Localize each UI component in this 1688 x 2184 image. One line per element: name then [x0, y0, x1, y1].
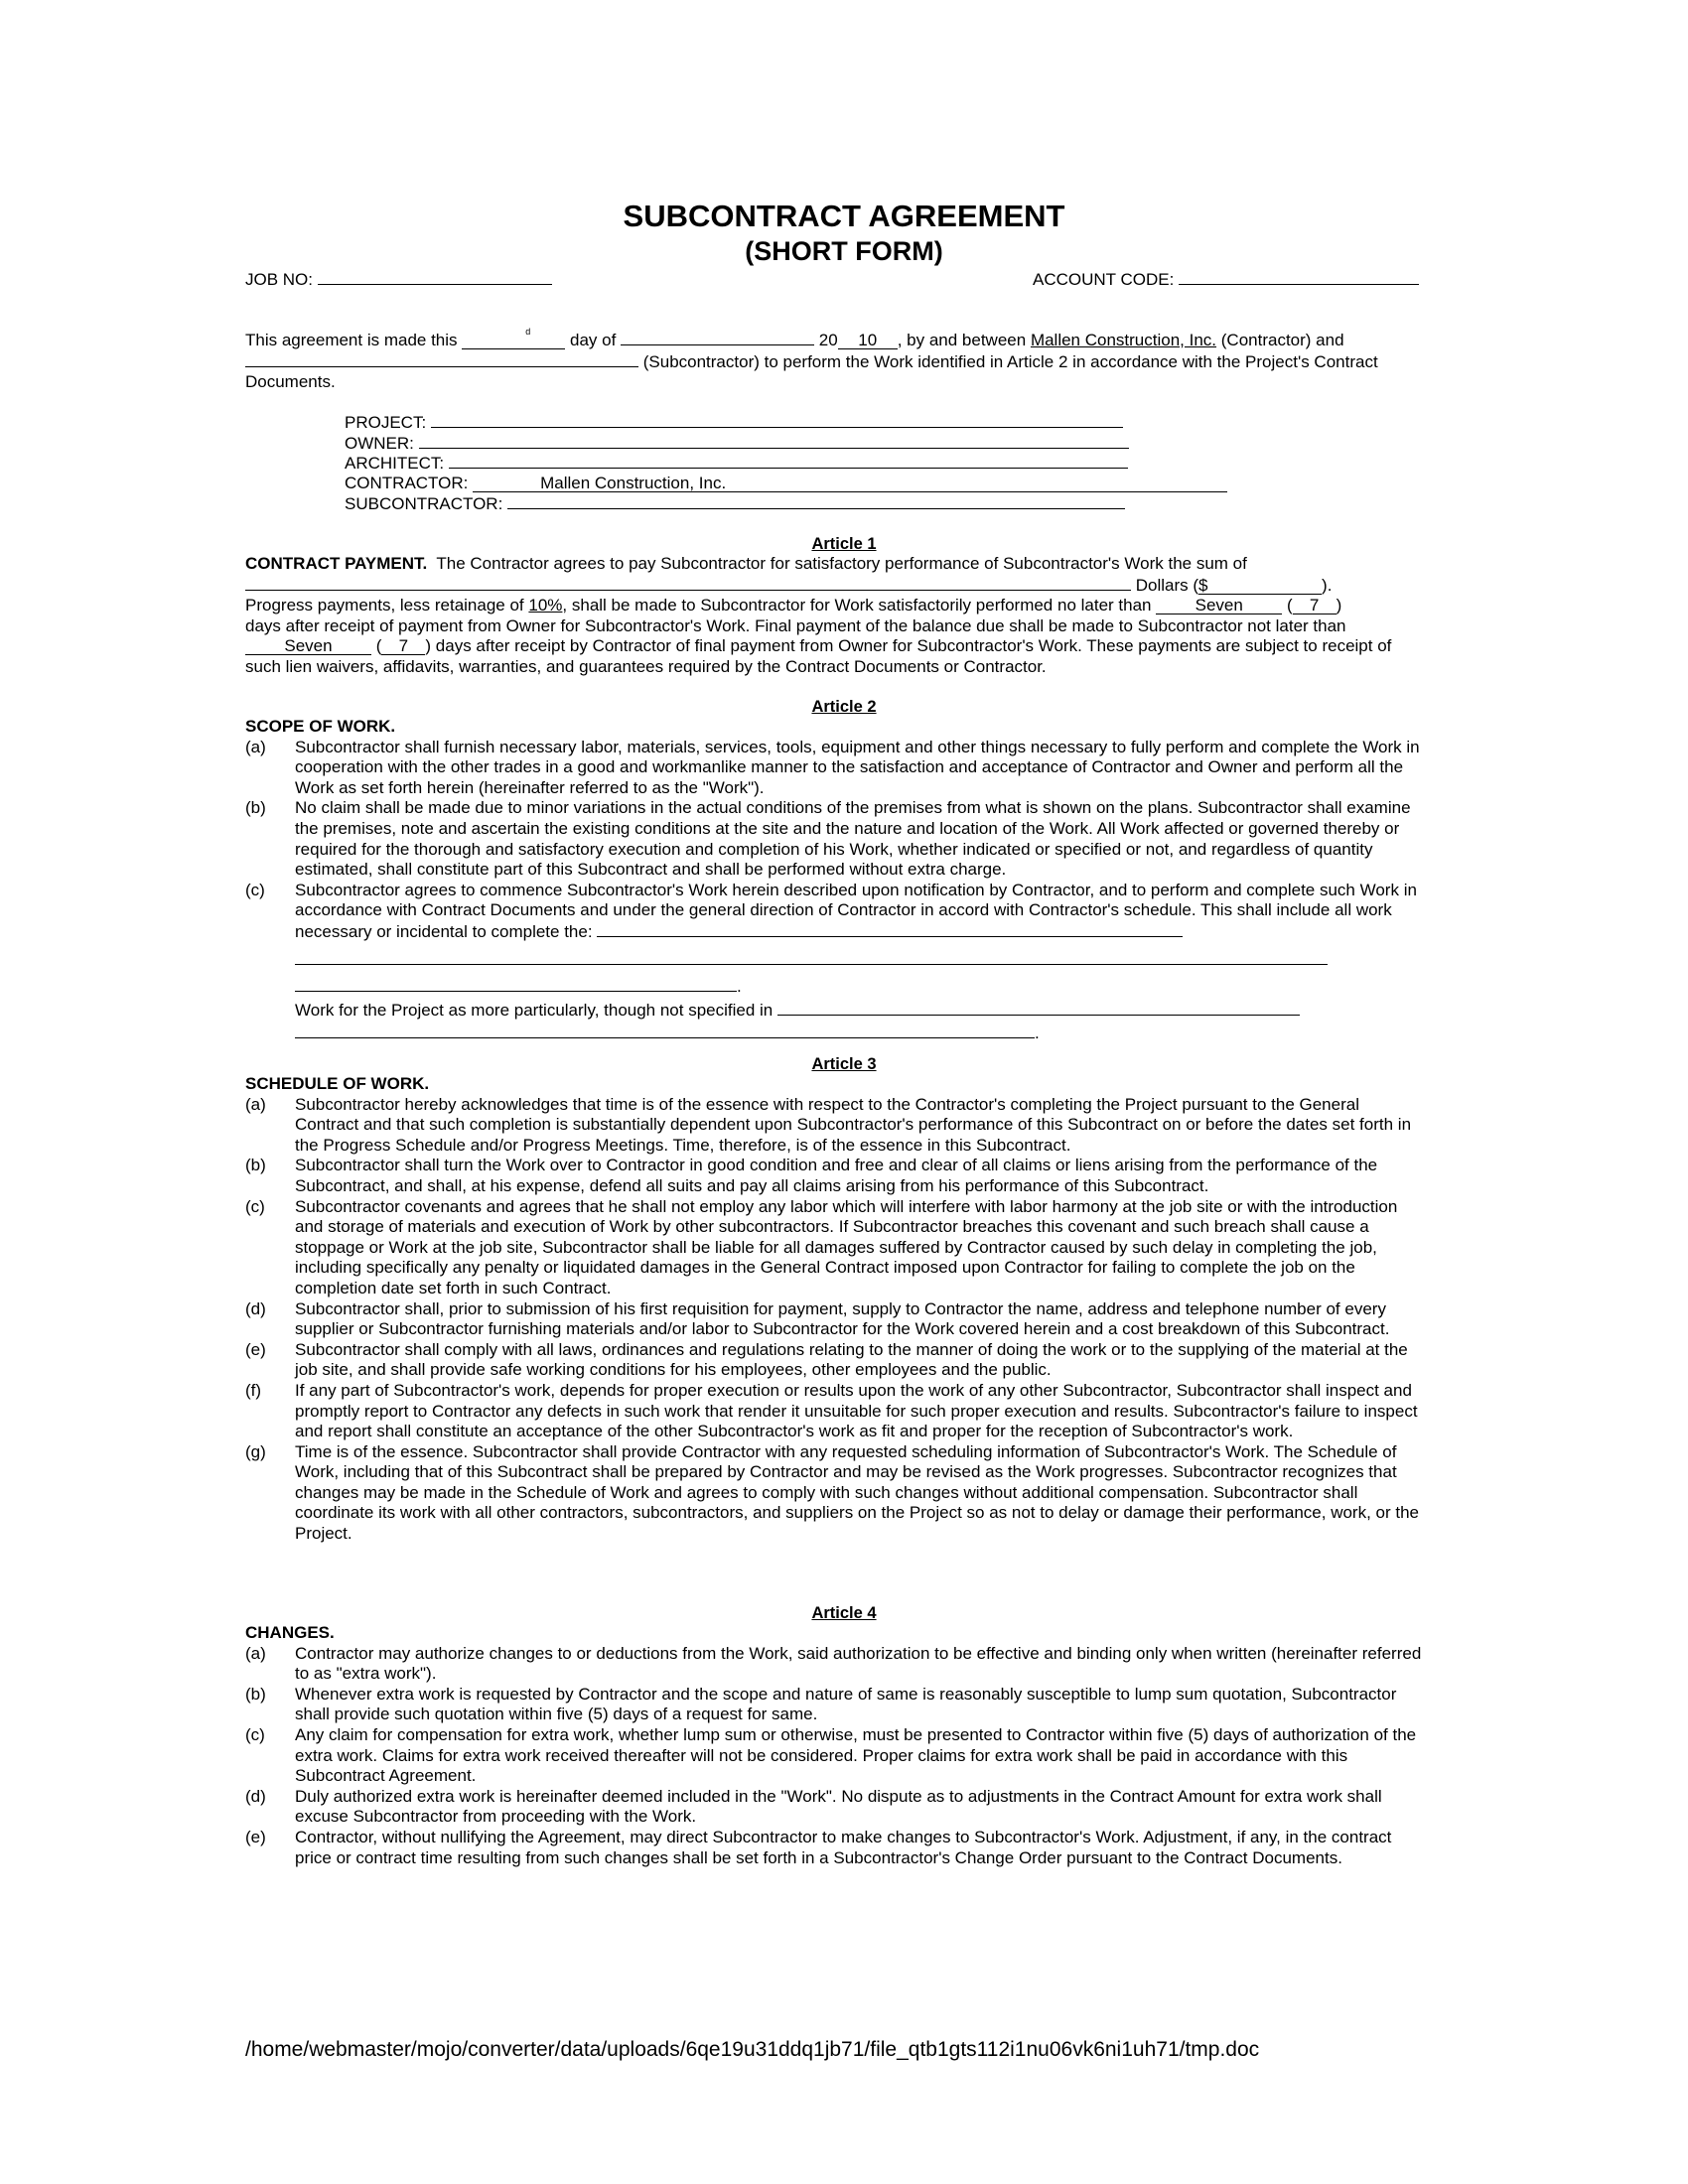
contractor-value: Mallen Construction, Inc.: [540, 473, 727, 492]
article-3-body: [245, 1074, 1427, 1545]
article-1-heading: CONTRACT PAYMENT.: [245, 554, 428, 573]
item-label: (g): [245, 1441, 266, 1461]
item-text: No claim shall be made due to minor variations in the actual conditions of the premises from what is shown on the plans. Subcontractor shall examine the premises, note and ascertain the existing conditions at the site and the nature and location of the Work. All Work affected or governed thereby or required for the thorough and satisfactory execution and completion of his Work, whether indicated or specified or not, and regardless of quantity estimated, shall constitute part of this Subcontract and shall be performed without extra charge.: [295, 798, 1411, 880]
item-label: (a): [245, 1643, 266, 1663]
scope-field-line[interactable]: [295, 949, 1328, 965]
item-text: Duly authorized extra work is hereinafter deemed included in the "Work". No dispute as to adjustments in the Contract Amount for extra work shall excuse Subcontractor from proceeding with the Work.: [295, 1786, 1382, 1827]
item-text: Time is of the essence. Subcontractor shall provide Contractor with any requested scheduling information of Subcontractor's Work. The Schedule of Work, including that of this Subcontract shall be prepared by Contractor and may be revised as the Work progresses. Subcontractor recognizes that changes may be made in the Schedule of Work and agrees to comply with such changes without additional compensation. Subcontractor shall coordinate its work with all other contractors, subcontractors, and suppliers on the Project so as not to delay or damage their performance, work, or the Project.: [295, 1441, 1420, 1544]
intro-text: 20: [818, 331, 838, 349]
item-text: Subcontractor shall, prior to submission of his first requisition for payment, supply to Contractor the name, address and telephone number of every supplier or Subcontractor furnishing materials and/or labor to Subcontractor for the Work covered herein and a cost breakdown of this Subcontract.: [295, 1298, 1390, 1339]
article-2-body: [245, 717, 1427, 1044]
item-label: (b): [245, 1156, 266, 1175]
item-label: (b): [245, 798, 266, 818]
specified-in-field[interactable]: [777, 1000, 1300, 1016]
item-text: Subcontractor shall furnish necessary labor, materials, services, tools, equipment and other things necessary to fully perform and complete the Work in cooperation with the other trades in a good and workmanlike manner to the satisfaction and acceptance of Contractor and Owner and perform all the Work as set forth herein (hereinafter referred to as the "Work").: [295, 737, 1420, 797]
intro-text: Documents.: [245, 372, 336, 392]
intro-text: (Subcontractor) to perform the Work identified in Article 2 in accordance with the Project's Contract: [642, 351, 1378, 371]
item-text: Subcontractor agrees to commence Subcontractor's Work herein described upon notification by Contractor, and to perform and complete such Work in accordance with Contract Documents and under the general direction of Contractor in accord with Contractor's schedule. This shall include all work necessary or incidental to complete the:: [295, 880, 1417, 941]
contractor-field[interactable]: [473, 475, 1227, 492]
owner-field[interactable]: [419, 433, 1129, 449]
contractor-label: CONTRACTOR:: [345, 473, 469, 492]
list-item: [245, 1340, 1427, 1381]
contractor-name: Mallen Construction, Inc.: [1030, 331, 1217, 349]
year-field[interactable]: 10: [838, 332, 898, 349]
intro-text: This agreement is made this: [245, 331, 458, 349]
account-code-label: ACCOUNT CODE:: [1033, 270, 1175, 289]
item-label: (a): [245, 737, 266, 756]
progress-days-words[interactable]: Seven: [1156, 597, 1282, 614]
item-text: Contractor, without nullifying the Agreement, may direct Subcontractor to make changes to Subcontractor's Work. Adjustment, if any, in the contract price or contract time resulting from such changes shall be set forth in a Subcontractor's Change Order pursuant to the Contract Documents.: [295, 1827, 1392, 1867]
item-text: Work for the Project as more particularly, though not specified in: [295, 1000, 774, 1020]
list-item: [245, 1787, 1427, 1828]
article-text: Dollars (: [1135, 575, 1199, 595]
subcontractor-label: SUBCONTRACTOR:: [345, 494, 503, 514]
item-text: If any part of Subcontractor's work, depends for proper execution or results upon the work of any other Subcontractor, Subcontractor shall inspect and promptly report to Contractor any defects in such work that render it unsuitable for such proper execution and results. Subcontractor's failure to inspect and report shall constitute an acceptance of the other Subcontractor's work as fit and proper for the reception of Subcontractor's work.: [295, 1380, 1418, 1441]
item-label: (b): [245, 1684, 266, 1704]
final-days-number[interactable]: 7: [381, 637, 425, 655]
amount-words-field[interactable]: [245, 575, 1131, 591]
item-text: Subcontractor shall comply with all laws, ordinances and regulations relating to the manner of doing the work or to the supplying of the material at the job site, and shall provide safe working conditions for his employees, other employees and the public.: [295, 1339, 1408, 1380]
subcontractor-field[interactable]: [245, 351, 638, 367]
month-field[interactable]: [621, 330, 814, 345]
document-title: SUBCONTRACT AGREEMENT: [623, 199, 1065, 233]
list-item: [245, 1299, 1427, 1340]
list-item: [245, 1381, 1427, 1442]
item-text: Subcontractor hereby acknowledges that time is of the essence with respect to the Contractor's completing the Project pursuant to the General Contract and that such completion is substantially dependent upon Subcontractor's performance of this Subcontract on or before the dates set forth in the Progress Schedule and/or Progress Meetings. Time, therefore, is of the essence in this Subcontract.: [295, 1094, 1412, 1155]
project-field[interactable]: [431, 412, 1123, 428]
article-4-heading: CHANGES.: [245, 1623, 335, 1642]
amount-field[interactable]: [1198, 577, 1322, 595]
article-2-title: Article 2: [811, 698, 877, 716]
article-text: , shall be made to Subcontractor for Work satisfactorily performed no later than: [562, 596, 1152, 615]
item-label: (f): [245, 1380, 262, 1400]
item-text: Subcontractor shall turn the Work over to Contractor in good condition and free and clear of all claims or liens arising from the performance of the Subcontract, and shall, at his expense, defend all suits and pay all claims arising from his performance of this Subcontract.: [295, 1156, 1378, 1195]
progress-days-number[interactable]: 7: [1293, 597, 1336, 614]
list-item: [245, 798, 1427, 880]
architect-field[interactable]: [449, 453, 1128, 469]
document-subtitle: (SHORT FORM): [745, 236, 943, 266]
item-text: Subcontractor covenants and agrees that he shall not employ any labor which will interfere with labor harmony at the job site or with the introduction and storage of materials and execution of Work by other subcontractors. If Subcontractor breaches this covenant and such breach shall cause a stoppage or Work at the job site, Subcontractor shall be liable for all damages suffered by Contractor caused by such delay in completing the job, including specifically any penalty or liquidated damages in the General Contract imposed upon Contractor for failing to complete the job on the completion date set forth in such Contract.: [295, 1196, 1398, 1297]
item-text: Any claim for compensation for extra work, whether lump sum or otherwise, must be presented to Contractor within five (5) days of authorization of the extra work. Claims for extra work received thereafter will not be considered. Proper claims for extra work shall be paid in accordance with this Subcontract Agreement.: [295, 1724, 1417, 1786]
day-field[interactable]: [462, 327, 565, 349]
project-label: PROJECT:: [345, 413, 427, 432]
article-4-title: Article 4: [811, 1604, 877, 1622]
item-text: Contractor may authorize changes to or deductions from the Work, said authorization to be effective and binding only when written (hereinafter referred to as "extra work").: [295, 1643, 1422, 1684]
article-text: ).: [1322, 575, 1333, 595]
article-text: Progress payments, less retainage of: [245, 596, 524, 615]
item-label: (c): [245, 880, 265, 899]
footer-file-path: /home/webmaster/mojo/converter/data/uploads/6qe19u31ddq1jb71/file_qtb1gts112i1nu06vk6ni1uh71/tmp.doc: [245, 2038, 1260, 2061]
day-superscript: d: [525, 327, 531, 337]
intro-text: day of: [570, 331, 617, 349]
list-item: [245, 1644, 1427, 1685]
list-item: [245, 1156, 1427, 1196]
period: .: [737, 977, 742, 997]
list-item: [245, 738, 1427, 799]
subcontractor-party-field[interactable]: [507, 493, 1125, 509]
article-1-title: Article 1: [811, 535, 877, 553]
period: .: [1035, 1024, 1040, 1043]
item-label: (c): [245, 1196, 265, 1216]
retainage-value: 10%: [528, 596, 563, 615]
intro-text: , by and between: [897, 331, 1027, 349]
account-code-field[interactable]: [1033, 269, 1419, 291]
parties-block: [345, 412, 1227, 514]
list-item: [245, 881, 1427, 943]
scope-field-line[interactable]: [295, 976, 737, 992]
list-item: [245, 1442, 1427, 1545]
item-text: Whenever extra work is requested by Contractor and the scope and nature of same is reasonably susceptible to lump sum quotation, Subcontractor shall provide such quotation within five (5) days of a request for same.: [295, 1684, 1397, 1724]
article-3-heading: SCHEDULE OF WORK.: [245, 1074, 430, 1093]
item-label: (a): [245, 1094, 266, 1114]
item-label: (d): [245, 1298, 266, 1318]
list-item: [245, 1197, 1427, 1299]
list-item: [245, 1095, 1427, 1157]
article-2-heading: SCOPE OF WORK.: [245, 717, 396, 736]
agreement-intro: [245, 327, 1427, 393]
article-1-body: CONTRACT PAYMENT. The Contractor agrees to pay Subcontractor for satisfactory performance of Subcontractor's Work the sum of Dollars ($ ). Progress payments, less retainage of 10%, shall be made to Subcontractor for Work satisfactorily performed no later than Seven ( 7 ) days after receipt of payment from Owner for Subcontractor's Work. Final payment of the balance due shall be made to Subcontractor not later than Seven ( 7 ) days after receipt by Contractor of final payment from Owner for Subcontractor's Work. These payments are subject to receipt of such lien waivers, affidavits, warranties, and guarantees required by the Contract Documents or Contractor.: [245, 554, 1427, 678]
article-text: days after receipt by Contractor of final payment from Owner for Subcontractor's Work. These payments are subject to receipt of such lien waivers, affidavits, warranties, and guarantees required by the Contract Documents or Contractor.: [245, 636, 1392, 676]
article-text: The Contractor agrees to pay Subcontractor for satisfactory performance of Subcontractor's Work the sum of: [436, 554, 1247, 573]
article-text: days after receipt of payment from Owner for Subcontractor's Work. Final payment of the balance due shall be made to Subcontractor not later than: [245, 615, 1346, 635]
job-no-field[interactable]: [245, 269, 552, 291]
list-item: [245, 1828, 1427, 1868]
item-label: (e): [245, 1339, 266, 1359]
article-3-title: Article 3: [811, 1055, 877, 1073]
owner-label: OWNER:: [345, 433, 414, 453]
specified-in-field-line[interactable]: [295, 1023, 1035, 1038]
article-4-body: [245, 1623, 1427, 1868]
job-no-label: JOB NO:: [245, 270, 314, 289]
item-label: (c): [245, 1724, 265, 1744]
intro-text: (Contractor) and: [1220, 331, 1344, 349]
item-label: (d): [245, 1786, 266, 1806]
final-days-words[interactable]: Seven: [245, 637, 371, 655]
scope-field[interactable]: [597, 921, 1183, 937]
dollar-sign: $: [1198, 575, 1208, 595]
architect-label: ARCHITECT:: [345, 454, 445, 474]
list-item: [245, 1685, 1427, 1725]
list-item: [245, 1725, 1427, 1787]
item-label: (e): [245, 1827, 266, 1846]
